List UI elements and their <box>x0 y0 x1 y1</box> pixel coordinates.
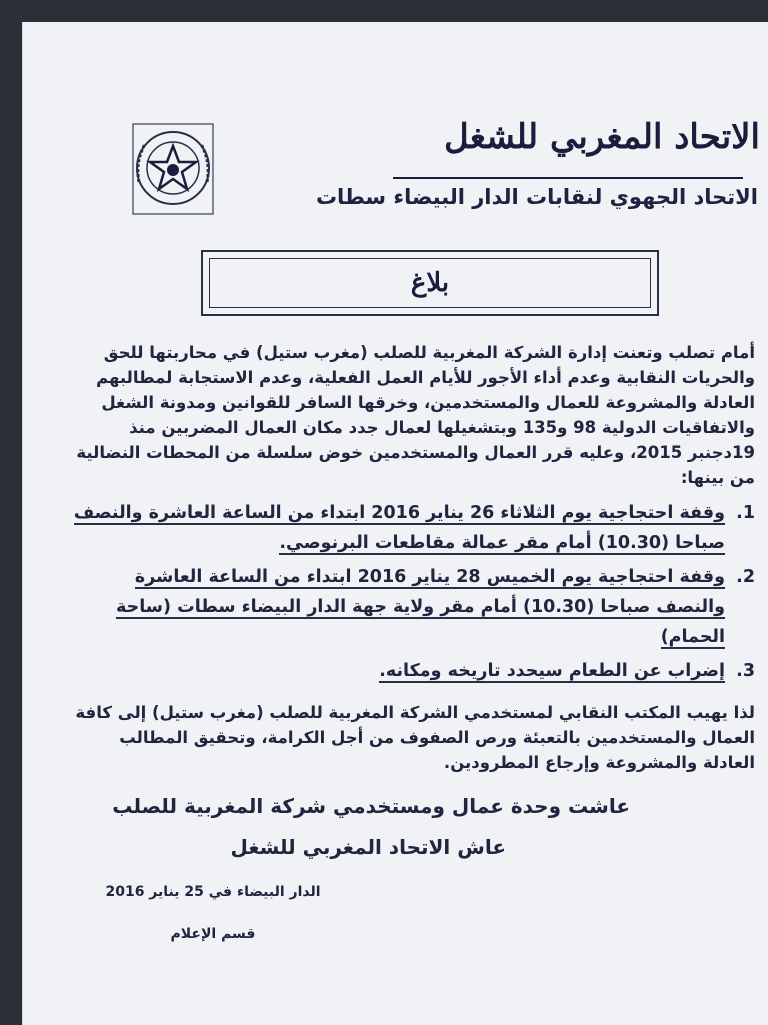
slogan-union: عاش الاتحاد المغربي للشغل <box>230 835 506 859</box>
document-page <box>22 22 768 1025</box>
union-title: الاتحاد المغربي للشغل <box>444 117 760 157</box>
regional-union-subtitle: الاتحاد الجهوي لنقابات الدار البيضاء سطات <box>315 185 758 209</box>
closing-paragraph: لذا يهيب المكتب النقابي لمستخدمي الشركة المغربية للصلب (مغرب ستيل) إلى كافة العمال والمستخدمين بالتعبئة ورص الصفوف من أجل الكرامة، وتحقيق المطالب العادلة والمشروعة وإرجاع المطرودين. <box>75 703 755 772</box>
issuing-department: قسم الإعلام <box>170 926 256 942</box>
item-text: إضراب عن الطعام سيحدد تاريخه ومكانه. <box>379 661 725 681</box>
umt-emblem-icon <box>119 122 227 220</box>
list-item <box>65 656 755 686</box>
item-number: 3. <box>736 661 755 681</box>
item-number: 2. <box>736 567 755 587</box>
list-item <box>65 562 755 652</box>
item-text: وقفة احتجاجية يوم الخميس 28 يناير 2016 ابتداء من الساعة العاشرة والنصف صباحا (10.30) أمام مقر ولاية جهة الدار البيضاء سطات (ساحة الحمام) <box>116 567 725 647</box>
document-date: الدار البيضاء في 25 يناير 2016 <box>105 884 321 900</box>
item-number: 1. <box>736 503 755 523</box>
intro-paragraph: أمام تصلب وتعنت إدارة الشركة المغربية للصلب (مغرب ستيل) في محاربتها للحق والحريات النقابية وعدم أداء الأجور للأيام العمل الفعلية، وعدم الاستجابة لمطالبهم العادلة والمشروعة للعمال والمستخدمين، وخرقها السافر للقوانين ومدونة الشغل والاتفاقيات الدولية 98 و135 وبتشغيلها لعمال جدد مكان العمال المضربين منذ 19دجنبر 2015، وعليه قرر العمال والمستخدمين خوض سلسلة من المحطات النضالية من بينها: <box>76 343 755 487</box>
notice-heading-box <box>201 250 659 316</box>
slogan-workers-unity: عاشت وحدة عمال ومستخدمي شركة المغربية للصلب <box>112 794 630 818</box>
list-item <box>65 498 755 558</box>
notice-label: بلاغ <box>410 268 450 298</box>
actions-list <box>65 498 755 686</box>
umt-logo <box>119 122 227 220</box>
item-text: وقفة احتجاجية يوم الثلاثاء 26 يناير 2016 ابتداء من الساعة العاشرة والنصف صباحا (10.30) أمام مقر عمالة مقاطعات البرنوصي. <box>73 503 725 553</box>
title-underline <box>393 177 743 179</box>
statement-body <box>65 340 755 775</box>
